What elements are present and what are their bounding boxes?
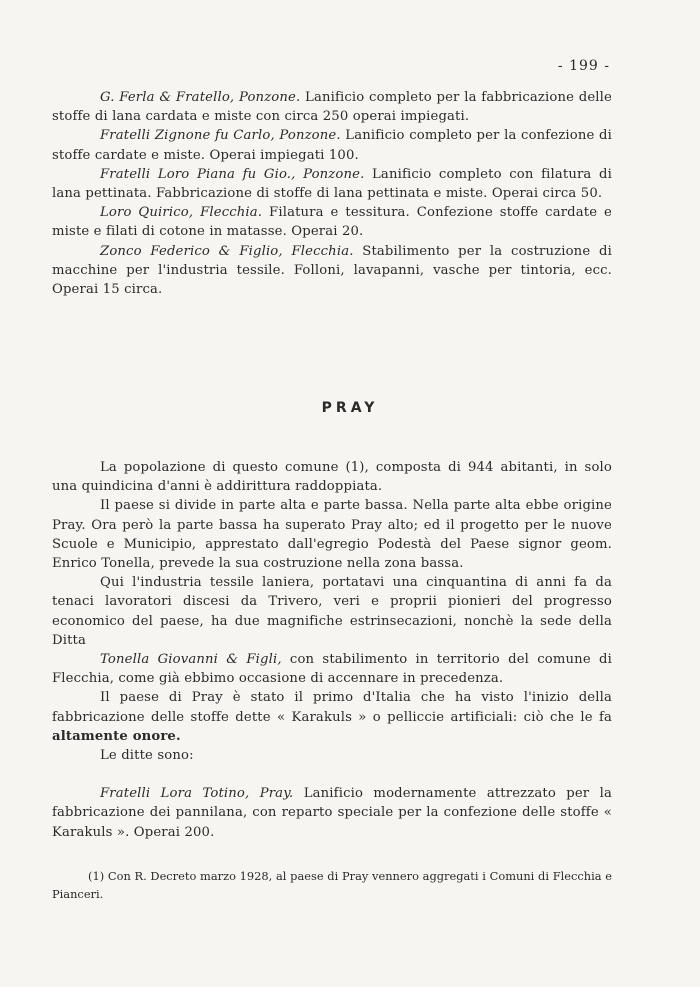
company-name: Zonco Federico & Figlio, Flecchia. (100, 243, 354, 259)
company-name: Tonella Giovanni & Figli, (100, 652, 282, 668)
company-list-top (52, 88, 612, 299)
paragraph-industry: Qui l'industria tessile laniera, portatavi una cinquantina di anni fa da tenaci lavoratori discesi da Trivero, veri e proprii pionieri del progresso economico del paese, ha due magnifiche estrinsecazioni, nonchè la sede della Ditta (52, 575, 612, 648)
entry-loro-quirico (52, 203, 612, 241)
entry-zonco (52, 242, 612, 300)
company-name: Fratelli Loro Piana fu Gio., Ponzone. (100, 166, 365, 182)
entry-text: Filatura e tessitura. Confezione stoffe cardate e miste e filati di cotone in matasse. Operai 20. (52, 205, 613, 240)
entry-zignone (52, 126, 612, 164)
entry-text: Stabilimento per la costruzione di macchine per l'industria tessile. Folloni, lavapanni, vasche per tintoria, ecc. Operai 15 circa. (52, 243, 612, 298)
paragraph-population: La popolazione di questo comune (1), composta di 944 abitanti, in solo una quindicina d'anni è addirittura raddoppiata. (52, 460, 612, 495)
company-name: Loro Quirico, Flecchia. (100, 205, 263, 221)
entry-ferla (52, 88, 612, 126)
page-number: - 199 - (557, 58, 610, 74)
pray-section-body (52, 458, 612, 842)
paragraph-tonella (52, 650, 612, 688)
section-title: PRAY (321, 400, 379, 416)
footnote (52, 867, 612, 903)
paragraph-village: Il paese si divide in parte alta e parte bassa. Nella parte alta ebbe origine Pray. Ora però la parte bassa ha superato Pray alto; ed il progetto per le nuove Scuole e Municipio, apprestato dall'egregio Podestà del Paese signor geom. Enrico Tonella, prevede la sua costruzione nella zona bassa. (52, 498, 612, 572)
entry-text: Lanificio completo per la fabbricazione delle stoffe di lana cardata e miste con circa 250 operai impiegati. (52, 90, 612, 125)
footnote-text: (1) Con R. Decreto marzo 1928, al paese di Pray vennero aggregati i Comuni di Flecchia e Pianceri. (52, 869, 612, 901)
company-name: G. Ferla & Fratello, Ponzone. (100, 90, 301, 105)
entry-text: Lanificio modernamente attrezzato per la fabbricazione dei pannilana, con reparto speciale per la confezione delle stoffe « Karakuls ». Operai 200. (52, 786, 612, 840)
paragraph-text: Il paese di Pray è stato il primo d'Italia che ha visto l'inizio della fabbricazione delle stoffe dette « Karakuls » o pelliccie artificiali: ciò che le fa (52, 690, 612, 725)
company-name: Fratelli Lora Totino, Pray. (100, 786, 294, 802)
entry-text: Lanificio completo per la confezione di stoffe cardate e miste. Operai impiegati 100. (52, 128, 612, 163)
paragraph-firms-intro: Le ditte sono: (100, 748, 194, 764)
paragraph-karakuls (52, 688, 612, 746)
entry-lora-totino (52, 784, 612, 842)
entry-loro-piana (52, 165, 612, 203)
entry-text: con stabilimento in territorio del comune di Flecchia, come già ebbimo occasione di accennare in precedenza. (52, 652, 612, 687)
emphasis-text: altamente onore. (52, 728, 181, 744)
entry-text: Lanificio completo con filatura di lana pettinata. Fabbricazione di stoffe di lana pettinata e miste. Operai circa 50. (52, 166, 612, 202)
company-name: Fratelli Zignone fu Carlo, Ponzone. (100, 128, 341, 144)
